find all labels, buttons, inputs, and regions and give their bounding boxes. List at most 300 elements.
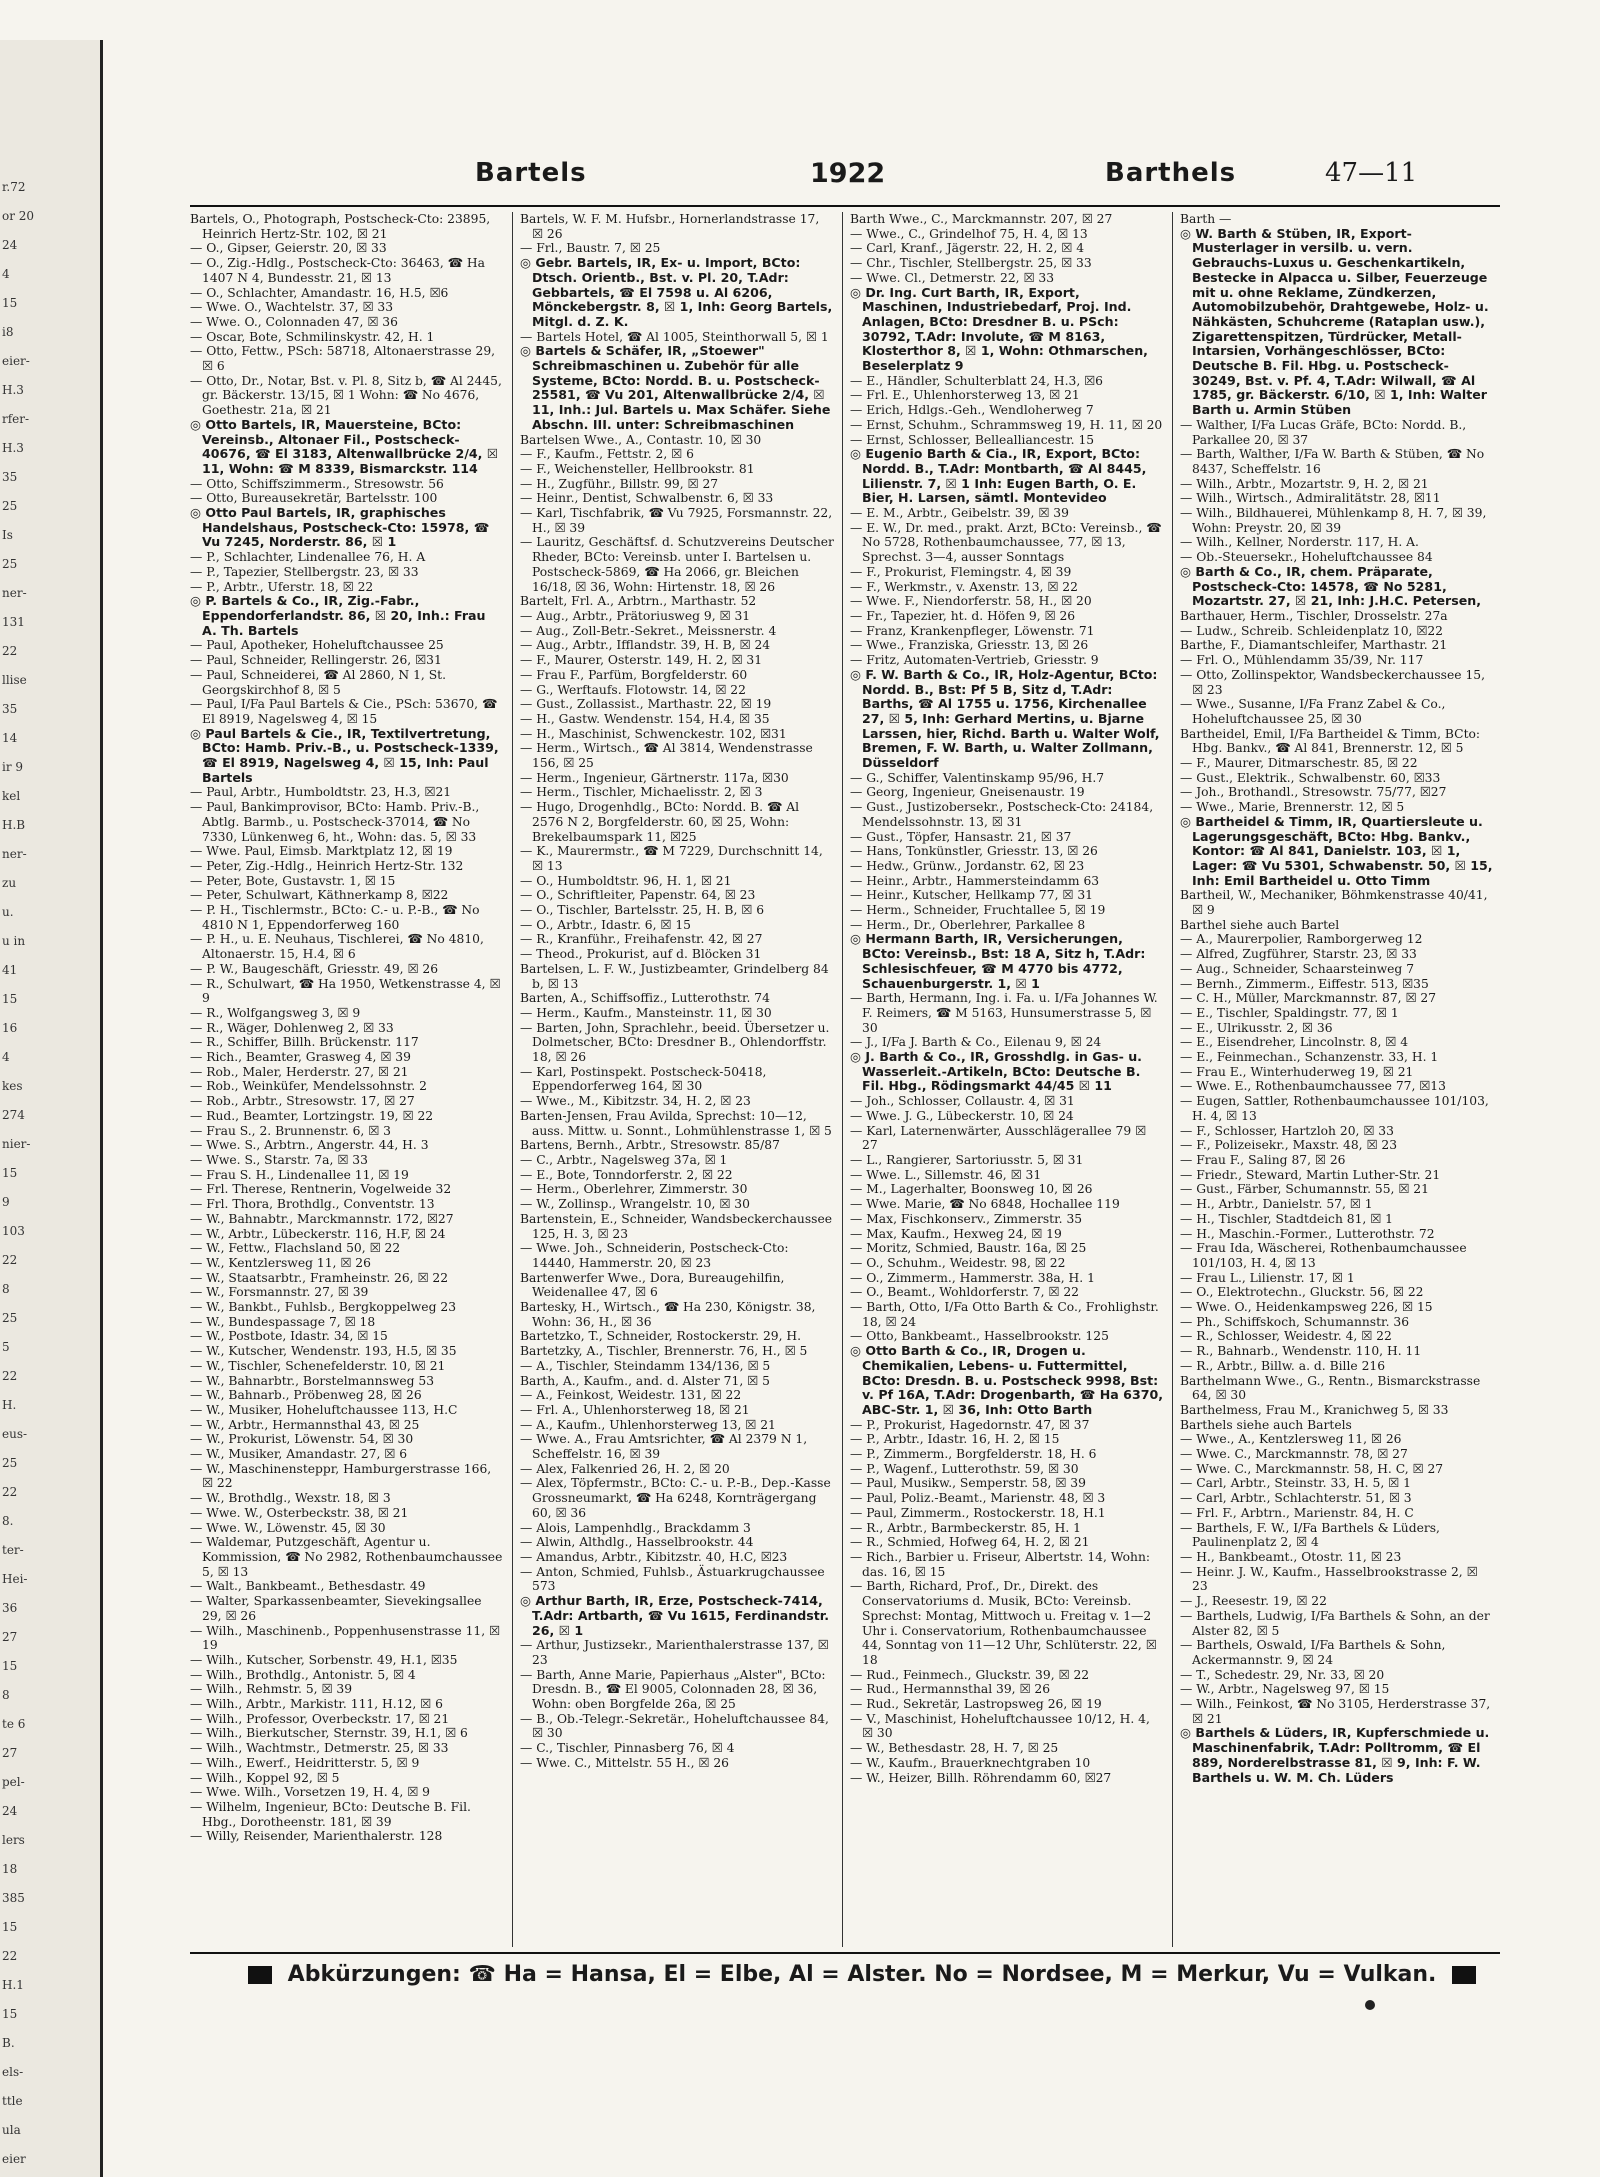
directory-entry: — Barthels, Ludwig, I/Fa Barthels & Sohn, an der Alster 82, ☒ 5: [1180, 1608, 1490, 1638]
directory-entry: — Frau L., Lilienstr. 17, ☒ 1: [1180, 1270, 1355, 1285]
running-head-left: Bartels: [475, 158, 587, 188]
margin-fragment: u.: [2, 905, 14, 919]
directory-entry: — Rud., Feinmech., Gluckstr. 39, ☒ 22: [850, 1667, 1090, 1682]
directory-entry: — Aug., Schneider, Schaarsteinweg 7: [1180, 961, 1415, 976]
margin-fragment: 25: [2, 557, 18, 571]
directory-entry: — Ph., Schiffskoch, Schumannstr. 36: [1180, 1314, 1410, 1329]
margin-fragment: 8.: [2, 1514, 14, 1528]
directory-entry: Barthauer, Herm., Tischler, Drosselstr. 27a: [1180, 608, 1448, 623]
column-2: [520, 212, 834, 1947]
directory-page: [190, 140, 1500, 2040]
directory-entry: — Rob., Maler, Herderstr. 27, ☒ 21: [190, 1064, 409, 1079]
margin-fragment: 24: [2, 1804, 18, 1818]
directory-entry: — O., Schriftleiter, Papenstr. 64, ☒ 23: [520, 888, 756, 903]
directory-entry: — E., Händler, Schulterblatt 24, H.3, ☒6: [850, 373, 1104, 388]
directory-entry: — Otto, Bureausekretär, Bartelsstr. 100: [190, 491, 438, 506]
margin-fragment: eus-: [2, 1427, 28, 1441]
margin-fragment: ttle: [2, 2094, 23, 2108]
directory-entry: — Joh., Brothandl., Stresowstr. 75/77, ☒27: [1180, 785, 1447, 800]
directory-entry: — F., Schlosser, Hartzloh 20, ☒ 33: [1180, 1123, 1394, 1138]
directory-entry: — Fritz, Automaten-Vertrieb, Griesstr. 9: [850, 653, 1099, 668]
directory-entry: ◎ P. Bartels & Co., IR, Zig.-Fabr., Eppendorferlandstr. 86, ☒ 20, Inh.: Frau A. Th. Bartels: [190, 593, 486, 638]
directory-entry: ◎ J. Barth & Co., IR, Grosshdlg. in Gas- u. Wasserleit.-Artikeln, BCto: Deutsche B. Fil. Hbg., Rödingsmarkt 44/45 ☒ 11: [850, 1049, 1142, 1094]
directory-entry: — Wilh., Ewerf., Heidritterstr. 5, ☒ 9: [190, 1755, 420, 1770]
directory-entry: — F., Maurer, Ditmarschestr. 85, ☒ 22: [1180, 756, 1418, 771]
margin-fragment: H.B: [2, 818, 26, 832]
margin-fragment: llise: [2, 673, 27, 687]
directory-entry: — W., Arbtr., Nagelsweg 97, ☒ 15: [1180, 1682, 1390, 1697]
directory-entry: — W., Prokurist, Löwenstr. 54, ☒ 30: [190, 1432, 414, 1447]
directory-entry: — Carl, Kranf., Jägerstr. 22, H. 2, ☒ 4: [850, 241, 1085, 256]
margin-fragment: 35: [2, 702, 18, 716]
directory-entry: — B., Ob.-Telegr.-Sekretär., Hoheluftchaussee 84, ☒ 30: [520, 1711, 829, 1741]
directory-entry: — O., Beamt., Wohldorferstr. 7, ☒ 22: [850, 1285, 1080, 1300]
directory-entry: — Wilh., Wachtmstr., Detmerstr. 25, ☒ 33: [190, 1741, 449, 1756]
column-1: [190, 212, 504, 1947]
directory-entry: — R., Arbtr., Billw. a. d. Bille 216: [1180, 1358, 1386, 1373]
directory-entry: — W., Bahnabtr., Marckmannstr. 172, ☒27: [190, 1211, 454, 1226]
directory-entry: Barthelmess, Frau M., Kranichweg 5, ☒ 33: [1180, 1402, 1449, 1417]
margin-fragment: 27: [2, 1630, 18, 1644]
directory-entry: — Frau Ida, Wäscherei, Rothenbaumchaussee 101/103, H. 4, ☒ 13: [1180, 1241, 1467, 1270]
margin-fragment: ula: [2, 2123, 21, 2137]
directory-entry: — Barthels, F. W., I/Fa Barthels & Lüders, Paulinenplatz 2, ☒ 4: [1180, 1520, 1440, 1550]
directory-entry: — Wilh., Arbtr., Markistr. 111, H.12, ☒ 6: [190, 1697, 443, 1712]
directory-entry: — P., Arbtr., Uferstr. 18, ☒ 22: [190, 579, 374, 594]
directory-entry: — Wwe., A., Kentzlersweg 11, ☒ 26: [1180, 1432, 1402, 1447]
directory-entry: — H., Zugführ., Billstr. 99, ☒ 27: [520, 476, 719, 491]
directory-entry: — W., Kentzlersweg 11, ☒ 26: [190, 1255, 371, 1270]
directory-entry: — C. H., Müller, Marckmannstr. 87, ☒ 27: [1180, 991, 1437, 1006]
directory-entry: — O., Humboldtstr. 96, H. 1, ☒ 21: [520, 873, 732, 888]
directory-entry: — Wilh., Kutscher, Sorbenstr. 49, H.1, ☒35: [190, 1652, 458, 1667]
directory-entry: — Rob., Weinküfer, Mendelssohnstr. 2: [190, 1079, 427, 1094]
directory-entry: — Rich., Beamter, Grasweg 4, ☒ 39: [190, 1050, 411, 1065]
directory-entry: — Otto, Zollinspektor, Wandsbeckerchaussee 15, ☒ 23: [1180, 667, 1486, 697]
column-divider: [512, 212, 513, 1947]
directory-entry: — Frl. Thora, Brothdlg., Conventstr. 13: [190, 1197, 435, 1212]
directory-entry: — K., Maurermstr., ☎ M 7229, Durchschnitt 14, ☒ 13: [520, 844, 823, 873]
directory-entry: — Aug., Arbtr., Prätoriusweg 9, ☒ 31: [520, 608, 751, 623]
directory-entry: — Herm., Ingenieur, Gärtnerstr. 117a, ☒30: [520, 770, 789, 785]
directory-entry: — Wwe. O., Colonnaden 47, ☒ 36: [190, 314, 398, 329]
margin-fragment: 9: [2, 1195, 10, 1209]
directory-entry: — Wwe. O., Wachtelstr. 37, ☒ 33: [190, 300, 394, 315]
directory-entry: ◎ Barthels & Lüders, IR, Kupferschmiede u. Maschinenfabrik, T.Adr: Polltromm, ☎ El 889, Norderelbstrasse 81, ☒ 9, Inh: F. W. Barthels u. W. M. Ch. Lüders: [1180, 1725, 1490, 1785]
directory-columns: [190, 212, 1500, 1947]
directory-entry: — W., Heizer, Billh. Röhrendamm 60, ☒27: [850, 1770, 1112, 1785]
directory-entry: Bartetzko, T., Schneider, Rostockerstr. 29, H.: [520, 1329, 802, 1344]
directory-entry: — Eugen, Sattler, Rothenbaumchaussee 101/103, H. 4, ☒ 13: [1180, 1094, 1489, 1123]
directory-entry: — Fr., Tapezier, ht. d. Höfen 9, ☒ 26: [850, 608, 1076, 623]
directory-entry: — H., Gastw. Wendenstr. 154, H.4, ☒ 35: [520, 711, 770, 726]
directory-entry: — Aug., Arbtr., Ifflandstr. 39, H. B, ☒ 24: [520, 638, 771, 653]
margin-fragment: 8: [2, 1688, 10, 1702]
directory-entry: — Wilh., Arbtr., Mozartstr. 9, H. 2, ☒ 21: [1180, 476, 1429, 491]
directory-entry: — Peter, Schulwart, Käthnerkamp 8, ☒22: [190, 888, 449, 903]
directory-entry: — Herm., Tischler, Michaelisstr. 2, ☒ 3: [520, 785, 763, 800]
directory-entry: — Karl, Postinspekt. Postscheck-50418, Eppendorferweg 164, ☒ 30: [520, 1064, 767, 1094]
directory-entry: — W., Arbtr., Lübeckerstr. 116, H.F, ☒ 24: [190, 1226, 446, 1241]
column-divider: [842, 212, 843, 1947]
margin-fragment: eier: [2, 2152, 26, 2166]
directory-entry: ◎ Bartheidel & Timm, IR, Quartiersleute u. Lagerungsgeschäft, BCto: Hbg. Bankv., Kontor: ☎ Al 841, Danielstr. 103, ☒ 1, Lager: ☎ Vu 5301, Schwabenstr. 50, ☒ 15, Inh: Emil Bartheidel u. Otto Timm: [1180, 813, 1493, 888]
directory-entry: — Herm., Dr., Oberlehrer, Parkallee 8: [850, 917, 1086, 932]
directory-entry: — Paul, I/Fa Paul Bartels & Cie., PSch: 53670, ☎ El 8919, Nagelsweg 4, ☒ 15: [190, 697, 498, 726]
directory-entry: — Frau F., Saling 87, ☒ 26: [1180, 1153, 1346, 1167]
directory-entry: — F., Werkmstr., v. Axenstr. 13, ☒ 22: [850, 579, 1078, 594]
margin-fragment: 22: [2, 1485, 18, 1499]
margin-fragment: 25: [2, 499, 18, 513]
margin-fragment: 15: [2, 2007, 18, 2021]
margin-fragment: H.1: [2, 1978, 24, 1992]
directory-entry: — H., Maschin.-Former., Lutterothstr. 72: [1180, 1226, 1435, 1241]
margin-fragment: 15: [2, 296, 18, 310]
directory-entry: — Walter, Sparkassenbeamter, Sievekingsallee 29, ☒ 26: [190, 1594, 482, 1623]
directory-entry: — Arthur, Justizsekr., Marienthalerstrasse 137, ☒ 23: [520, 1638, 829, 1667]
directory-entry: — F., Weichensteller, Hellbrookstr. 81: [520, 461, 755, 476]
margin-fragment: 4: [2, 267, 10, 281]
margin-fragment: 385: [2, 1891, 25, 1905]
directory-entry: Barten, A., Schiffsoffiz., Lutterothstr. 74: [520, 991, 770, 1006]
directory-entry: Bartelsen, L. F. W., Justizbeamter, Grindelberg 84 b, ☒ 13: [520, 961, 829, 991]
directory-entry: Bartels, W. F. M. Hufsbr., Hornerlandstrasse 17, ☒ 26: [520, 212, 820, 241]
directory-entry: — Hans, Tonkünstler, Griesstr. 13, ☒ 26: [850, 844, 1098, 859]
directory-entry: — Oscar, Bote, Schmilinskystr. 42, H. 1: [190, 329, 435, 344]
directory-entry: — E., Bote, Tonndorferstr. 2, ☒ 22: [520, 1167, 733, 1182]
directory-entry: — Otto, Dr., Notar, Bst. v. Pl. 8, Sitz b, ☎ Al 2445, gr. Bäckerstr. 13/15, ☒ 1 Wohn: ☎ No 4676, Goethestr. 21a, ☒ 21: [190, 373, 502, 418]
directory-entry: — W., Fettw., Flachsland 50, ☒ 22: [190, 1241, 401, 1256]
margin-fragment: eier-: [2, 354, 30, 368]
directory-entry: ◎ F. W. Barth & Co., IR, Holz-Agentur, BCto: Nordd. B., Bst: Pf 5 B, Sitz d, T.Adr: Barths, ☎ Al 1755 u. 1756, Kirchenallee 27, ☒ 5, Inh: Gerhard Mertins, u. Bjarne Larssen, hier, Richd. Barth u. Walter Wolf, Bremen, F. W. Barth, u. Walter Zollmann, Düsseldorf: [850, 666, 1160, 771]
directory-entry: — H., Arbtr., Danielstr. 57, ☒ 1: [1180, 1197, 1373, 1212]
directory-entry: — Wwe. E., Rothenbaumchaussee 77, ☒13: [1180, 1079, 1446, 1094]
directory-entry: — Wwe. A., Frau Amtsrichter, ☎ Al 2379 N 1, Scheffelstr. 16, ☒ 39: [520, 1432, 808, 1462]
directory-entry: — Barthels, Oswald, I/Fa Barthels & Sohn, Ackermannstr. 9, ☒ 24: [1180, 1638, 1446, 1667]
directory-entry: — Wilh., Maschinenb., Poppenhusenstrasse 11, ☒ 19: [190, 1623, 501, 1653]
directory-entry: — P., Arbtr., Idastr. 16, H. 2, ☒ 15: [850, 1432, 1060, 1447]
margin-fragment: 15: [2, 1659, 18, 1673]
directory-entry: — Paul, Musikw., Semperstr. 58, ☒ 39: [850, 1476, 1086, 1491]
directory-entry: — W., Maschinensteppr, Hamburgerstrasse 166, ☒ 22: [190, 1461, 492, 1491]
directory-entry: — Frl. Therese, Rentnerin, Vogelweide 32: [190, 1182, 452, 1197]
directory-entry: — Bartels Hotel, ☎ Al 1005, Steinthorwall 5, ☒ 1: [520, 329, 829, 344]
directory-entry: — Wwe. W., Löwenstr. 45, ☒ 30: [190, 1520, 386, 1535]
margin-fragment: 22: [2, 1369, 18, 1383]
directory-entry: — Wwe. C., Marckmannstr. 58, H. C, ☒ 27: [1180, 1461, 1444, 1476]
directory-entry: — Wwe., M., Kibitzstr. 34, H. 2, ☒ 23: [520, 1094, 751, 1109]
directory-entry: Bartenwerfer Wwe., Dora, Bureaugehilfin, Weidenallee 47, ☒ 6: [520, 1270, 785, 1300]
directory-entry: — Wilh., Brothdlg., Antonistr. 5, ☒ 4: [190, 1667, 416, 1682]
directory-entry: — Barth, Otto, I/Fa Otto Barth & Co., Frohlighstr. 18, ☒ 24: [850, 1300, 1159, 1329]
directory-entry: — P. W., Baugeschäft, Griesstr. 49, ☒ 26: [190, 961, 439, 976]
directory-entry: Barth Wwe., C., Marckmannstr. 207, ☒ 27: [850, 212, 1113, 226]
margin-fragment: 41: [2, 963, 18, 977]
directory-entry: — Frau S., 2. Brunnenstr. 6, ☒ 3: [190, 1123, 391, 1138]
directory-entry: ◎ Otto Bartels, IR, Mauersteine, BCto: Vereinsb., Altonaer Fil., Postscheck-40676, ☎ El 3183, Altenwallbrücke 2/4, ☒ 11, Wohn: ☎ M 8339, Bismarckstr. 114: [190, 416, 499, 476]
directory-entry: — Wwe. Wilh., Vorsetzen 19, H. 4, ☒ 9: [190, 1785, 430, 1800]
directory-entry: Barth —: [1180, 212, 1232, 226]
directory-entry: ◎ Barth & Co., IR, chem. Präparate, Postscheck-Cto: 14578, ☎ No 5281, Mozartstr. 27, ☒ 21, Inh: J.H.C. Petersen,: [1180, 563, 1481, 609]
directory-entry: — Wwe., Marie, Brennerstr. 12, ☒ 5: [1180, 800, 1405, 815]
page-header: [190, 158, 1500, 198]
directory-entry: — Wwe. L., Sillemstr. 46, ☒ 31: [850, 1167, 1042, 1182]
directory-entry: — H., Maschinist, Schwenckestr. 102, ☒31: [520, 726, 787, 741]
directory-entry: — W., Musiker, Hoheluftchaussee 113, H.C: [190, 1402, 458, 1417]
printer-mark-icon: [1452, 1966, 1476, 1984]
directory-entry: — Frl. E., Uhlenhorsterweg 13, ☒ 21: [850, 388, 1080, 403]
margin-fragment: 25: [2, 1311, 18, 1325]
directory-entry: — W., Musiker, Amandastr. 27, ☒ 6: [190, 1447, 408, 1462]
directory-entry: — Wilh., Rehmstr. 5, ☒ 39: [190, 1682, 353, 1697]
directory-entry: Barthels siehe auch Bartels: [1180, 1417, 1352, 1432]
directory-entry: — Paul, Apotheker, Hoheluftchaussee 25: [190, 638, 444, 653]
directory-entry: — Friedr., Steward, Martin Luther-Str. 21: [1180, 1167, 1441, 1182]
directory-entry: — Ernst, Schuhm., Schrammsweg 19, H. 11, ☒ 20: [850, 417, 1163, 432]
directory-entry: — Wwe., C., Grindelhof 75, H. 4, ☒ 13: [850, 226, 1088, 241]
directory-entry: — Paul, Poliz.-Beamt., Marienstr. 48, ☒ 3: [850, 1491, 1106, 1506]
directory-entry: — Wilh., Bierkutscher, Sternstr. 39, H.1, ☒ 6: [190, 1726, 468, 1741]
directory-entry: — F., Polizeisekr., Maxstr. 48, ☒ 23: [1180, 1138, 1398, 1153]
directory-entry: — O., Gipser, Geierstr. 20, ☒ 33: [190, 241, 387, 256]
directory-entry: — Franz, Krankenpfleger, Löwenstr. 71: [850, 623, 1095, 638]
ink-speck: [1365, 2000, 1375, 2010]
margin-fragment: 14: [2, 731, 18, 745]
margin-fragment: 8: [2, 1282, 10, 1296]
margin-fragment: kel: [2, 789, 21, 803]
directory-entry: — Chr., Tischler, Stellbergstr. 25, ☒ 33: [850, 256, 1092, 271]
margin-fragment: 18: [2, 1862, 18, 1876]
directory-entry: — Wwe. F., Niendorferstr. 58, H., ☒ 20: [850, 594, 1092, 609]
directory-entry: — Gust., Justizobersekr., Postscheck-Cto: 24184, Mendelssohnstr. 13, ☒ 31: [850, 800, 1154, 829]
directory-entry: — W., Tischler, Schenefelderstr. 10, ☒ 21: [190, 1358, 446, 1373]
margin-fragment: 24: [2, 238, 18, 252]
directory-entry: — Frl. A., Uhlenhorsterweg 18, ☒ 21: [520, 1402, 750, 1417]
directory-entry: — Heinr. J. W., Kaufm., Hasselbrookstrasse 2, ☒ 23: [1180, 1564, 1478, 1594]
directory-entry: Bartheidel, Emil, I/Fa Bartheidel & Timm, BCto: Hbg. Bankv., ☎ Al 841, Brennerstr. 12, ☒ 5: [1180, 726, 1481, 756]
directory-entry: — R., Bahnarb., Wendenstr. 110, H. 11: [1180, 1344, 1422, 1359]
directory-entry: — C., Tischler, Pinnasberg 76, ☒ 4: [520, 1741, 735, 1756]
directory-entry: — P. H., u. E. Neuhaus, Tischlerei, ☎ No 4810, Altonaerstr. 15, H.4, ☒ 6: [190, 932, 484, 962]
directory-entry: — Wilhelm, Ingenieur, BCto: Deutsche B. Fil. Hbg., Dorotheenstr. 181, ☒ 39: [190, 1799, 471, 1829]
directory-entry: Barten-Jensen, Frau Avilda, Sprechst: 10—12, auss. Mittw. u. Sonnt., Lohmühlenstrasse 1, ☒ 5: [520, 1108, 832, 1138]
directory-entry: — Paul, Zimmerm., Rostockerstr. 18, H.1: [850, 1505, 1106, 1520]
directory-entry: ◎ Otto Paul Bartels, IR, graphisches Handelshaus, Postscheck-Cto: 15978, ☎ Vu 7245, Norderstr. 86, ☒ 1: [190, 505, 490, 550]
directory-entry: — Peter, Zig.-Hdlg., Heinrich Hertz-Str. 132: [190, 858, 464, 873]
margin-fragment: 15: [2, 1166, 18, 1180]
directory-entry: — R., Schmied, Hofweg 64, H. 2, ☒ 21: [850, 1535, 1090, 1550]
margin-fragment: 22: [2, 644, 18, 658]
directory-entry: — Paul, Arbtr., Humboldtstr. 23, H.3, ☒21: [190, 785, 452, 800]
directory-entry: — O., Arbtr., Idastr. 6, ☒ 15: [520, 917, 691, 932]
directory-entry: ◎ Paul Bartels & Cie., IR, Textilvertretung, BCto: Hamb. Priv.-B., u. Postscheck-1339, ☎ El 8919, Nagelsweg 4, ☒ 15, Inh: Paul Bartels: [190, 725, 499, 785]
directory-entry: — Wwe. Marie, ☎ No 6848, Hochallee 119: [850, 1197, 1120, 1212]
column-4: [1180, 212, 1494, 1947]
directory-entry: — Paul, Bankimprovisor, BCto: Hamb. Priv.-B., Abtlg. Barmb., u. Postscheck-37014, ☎ No 7330, Lünkenweg 6, ht., Wohn: das. 5, ☒ 33: [190, 800, 480, 844]
directory-entry: — Hedw., Grünw., Jordanstr. 62, ☒ 23: [850, 858, 1085, 873]
directory-entry: — Frau F., Parfüm, Borgfelderstr. 60: [520, 667, 748, 682]
directory-entry: — Karl, Laternenwärter, Ausschlägerallee 79 ☒ 27: [850, 1123, 1147, 1153]
margin-fragment: ner-: [2, 847, 27, 861]
directory-entry: — O., Zimmerm., Hammerstr. 38a, H. 1: [850, 1270, 1095, 1285]
directory-entry: — P. H., Tischlermstr., BCto: C.- u. P.-B., ☎ No 4810 N 1, Eppendorferweg 160: [190, 903, 480, 932]
margin-fragment: 103: [2, 1224, 25, 1238]
directory-entry: — Walt., Bankbeamt., Bethesdastr. 49: [190, 1579, 426, 1594]
header-rule: [190, 205, 1500, 207]
directory-entry: — Frl., Baustr. 7, ☒ 25: [520, 241, 661, 256]
abbreviation-footer: [240, 1962, 1470, 1996]
margin-fragment: 274: [2, 1108, 25, 1122]
directory-entry: Bartenstein, E., Schneider, Wandsbeckerchaussee 125, H. 3, ☒ 23: [520, 1211, 833, 1241]
directory-entry: — G., Schiffer, Valentinskamp 95/96, H.7: [850, 770, 1105, 785]
directory-entry: — Rud., Sekretär, Lastropsweg 26, ☒ 19: [850, 1697, 1102, 1712]
directory-entry: — Carl, Arbtr., Schlachterstr. 51, ☒ 3: [1180, 1491, 1412, 1506]
directory-entry: — F., Prokurist, Flemingstr. 4, ☒ 39: [850, 564, 1072, 579]
directory-entry: Barth, A., Kaufm., and. d. Alster 71, ☒ 5: [520, 1373, 770, 1388]
directory-entry: — Willy, Reisender, Marienthalerstr. 128: [190, 1829, 443, 1844]
directory-entry: — Peter, Bote, Gustavstr. 1, ☒ 15: [190, 873, 396, 888]
margin-fragment: or 20: [2, 209, 35, 223]
directory-entry: — Heinr., Arbtr., Hammersteindamm 63: [850, 873, 1100, 888]
footer-label: Abkürzungen:: [287, 1962, 461, 1987]
margin-fragment: 4: [2, 1050, 10, 1064]
directory-entry: Bartelt, Frl. A., Arbtrn., Marthastr. 52: [520, 594, 757, 609]
margin-fragment: 27: [2, 1746, 18, 1760]
directory-entry: — Herm., Schneider, Fruchtallee 5, ☒ 19: [850, 903, 1106, 918]
directory-entry: — M., Lagerhalter, Boonsweg 10, ☒ 26: [850, 1182, 1093, 1197]
directory-entry: — Wwe. Cl., Detmerstr. 22, ☒ 33: [850, 270, 1055, 285]
directory-entry: — Gust., Zollassist., Marthastr. 22, ☒ 19: [520, 697, 772, 712]
directory-entry: — W., Bundespassage 7, ☒ 18: [190, 1314, 376, 1329]
directory-entry: — W., Kaufm., Brauerknechtgraben 10: [850, 1755, 1091, 1770]
directory-entry: — Alfred, Zugführer, Starstr. 23, ☒ 33: [1180, 947, 1417, 962]
directory-entry: — Erich, Hdlgs.-Geh., Wendloherweg 7: [850, 403, 1094, 418]
directory-entry: ◎ Eugenio Barth & Cia., IR, Export, BCto: Nordd. B., T.Adr: Montbarth, ☎ Al 8445, Lilienstr. 7, ☒ 1 Inh: Eugen Barth, O. E. Bier, H. Larsen, sämtl. Montevideo: [850, 446, 1147, 506]
directory-entry: — A., Maurerpolier, Ramborgerweg 12: [1180, 932, 1423, 947]
directory-entry: — Wwe. S., Arbtrn., Angerstr. 44, H. 3: [190, 1138, 429, 1153]
directory-entry: — Herm., Wirtsch., ☎ Al 3814, Wendenstrasse 156, ☒ 25: [520, 741, 813, 771]
margin-fragment: nier-: [2, 1137, 31, 1151]
margin-fragment: ter-: [2, 1543, 24, 1557]
margin-fragment: pel-: [2, 1775, 25, 1789]
directory-entry: Barthel siehe auch Bartel: [1180, 917, 1340, 932]
directory-entry: — P., Zimmerm., Borgfelderstr. 18, H. 6: [850, 1447, 1097, 1462]
directory-entry: — R., Wolfgangsweg 3, ☒ 9: [190, 1005, 361, 1020]
directory-entry: — Barth, Hermann, Ing. i. Fa. u. I/Fa Johannes W. F. Reimers, ☎ M 5163, Hunsumerstrasse 5, ☒ 30: [850, 991, 1158, 1035]
margin-fragment: te 6: [2, 1717, 26, 1731]
directory-entry: — P., Tapezier, Stellbergstr. 23, ☒ 33: [190, 564, 419, 579]
directory-entry: — E., Tischler, Spaldingstr. 77, ☒ 1: [1180, 1005, 1399, 1020]
column-3: [850, 212, 1164, 1947]
directory-entry: — W., Postbote, Idastr. 34, ☒ 15: [190, 1329, 388, 1344]
margin-fragment: H.3: [2, 441, 24, 455]
directory-entry: ◎ Hermann Barth, IR, Versicherungen, BCto: Vereinsb., Bst: 18 A, Sitz h, T.Adr: Schlesischfeuer, ☎ M 4770 bis 4772, Schauenburgerstr. 1, ☒ 1: [850, 931, 1146, 991]
directory-entry: — Paul, Schneider, Rellingerstr. 26, ☒31: [190, 653, 442, 668]
directory-entry: — Ob.-Steuersekr., Hoheluftchaussee 84: [1180, 550, 1433, 565]
margin-fragment: u in: [2, 934, 26, 948]
directory-entry: ◎ Dr. Ing. Curt Barth, IR, Export, Maschinen, Industriebedarf, Proj. Ind. Anlagen, BCto: Dresdner B. u. PSch: 30792, T.Adr: Involute, ☎ M 8163, Klosterthor 8, ☒ 1, Wohn: Othmarschen, Beselerplatz 9: [850, 284, 1148, 374]
margin-fragment: 16: [2, 1021, 18, 1035]
margin-fragment: Is: [2, 528, 13, 542]
directory-entry: — Barth, Anne Marie, Papierhaus „Alster", BCto: Dresdn. B., ☎ El 9005, Colonnaden 28, ☒ 36, Wohn: oben Borgfelde 26a, ☒ 25: [520, 1667, 826, 1712]
directory-entry: — Heinr., Dentist, Schwalbenstr. 6, ☒ 33: [520, 491, 774, 506]
directory-entry: Bartels, O., Photograph, Postscheck-Cto: 23895, Heinrich Hertz-Str. 102, ☒ 21: [190, 212, 491, 241]
directory-entry: — W., Kutscher, Wendenstr. 193, H.5, ☒ 35: [190, 1344, 457, 1359]
directory-entry: — Wwe. W., Osterbeckstr. 38, ☒ 21: [190, 1505, 409, 1520]
directory-entry: — Moritz, Schmied, Baustr. 16a, ☒ 25: [850, 1241, 1087, 1256]
margin-fragment: 15: [2, 992, 18, 1006]
directory-entry: — Frl. F., Arbtrn., Marienstr. 84, H. C: [1180, 1505, 1414, 1520]
directory-entry: — R., Wäger, Dohlenweg 2, ☒ 33: [190, 1020, 394, 1035]
directory-entry: — E. M., Arbtr., Geibelstr. 39, ☒ 39: [850, 506, 1069, 521]
directory-entry: — R., Schiffer, Billh. Brückenstr. 117: [190, 1035, 419, 1050]
adjacent-page-margin: [0, 40, 103, 2177]
directory-entry: — Ernst, Schlosser, Bellealliancestr. 15: [850, 432, 1095, 447]
directory-entry: — R., Arbtr., Barmbeckerstr. 85, H. 1: [850, 1520, 1081, 1535]
directory-entry: — Max, Kaufm., Hexweg 24, ☒ 19: [850, 1226, 1062, 1241]
directory-entry: — Anton, Schmied, Fuhlsb., Ästuarkrugchaussee 573: [520, 1564, 825, 1594]
directory-entry: — J., Reesestr. 19, ☒ 22: [1180, 1594, 1327, 1609]
directory-entry: — R., Schulwart, ☎ Ha 1950, Wetkenstrasse 4, ☒ 9: [190, 976, 501, 1006]
margin-fragment: 15: [2, 1920, 18, 1934]
margin-fragment: 22: [2, 1253, 18, 1267]
directory-entry: — Rob., Arbtr., Stresowstr. 17, ☒ 27: [190, 1094, 415, 1109]
directory-entry: — O., Elektrotechn., Gluckstr. 56, ☒ 22: [1180, 1285, 1424, 1300]
directory-entry: — E., Feinmechan., Schanzenstr. 33, H. 1: [1180, 1050, 1439, 1065]
margin-fragment: ir 9: [2, 760, 24, 774]
directory-entry: — Barth, Walther, I/Fa W. Barth & Stüben, ☎ No 8437, Scheffelstr. 16: [1180, 447, 1485, 476]
directory-entry: — P., Schlachter, Lindenallee 76, H. A: [190, 550, 426, 565]
directory-entry: Bartheil, W., Mechaniker, Böhmkenstrasse 40/41, ☒ 9: [1180, 888, 1488, 918]
directory-entry: — Rud., Hermannsthal 39, ☒ 26: [850, 1682, 1051, 1697]
directory-entry: — R., Kranführ., Freihafenstr. 42, ☒ 27: [520, 932, 763, 947]
directory-entry: — Paul, Schneiderei, ☎ Al 2860, N 1, St. Georgskirchhof 8, ☒ 5: [190, 667, 446, 697]
directory-entry: — R., Schlosser, Weidestr. 4, ☒ 22: [1180, 1329, 1392, 1344]
margin-fragment: els-: [2, 2065, 24, 2079]
directory-entry: — Barten, John, Sprachlehr., beeid. Übersetzer u. Dolmetscher, BCto: Dresdner B., Ohlendorffstr. 18, ☒ 26: [520, 1020, 830, 1065]
directory-entry: — Wwe. J. G., Lübeckerstr. 10, ☒ 24: [850, 1108, 1074, 1123]
directory-entry: — Carl, Arbtr., Steinstr. 33, H. 5, ☒ 1: [1180, 1476, 1411, 1491]
directory-entry: — Herm., Oberlehrer, Zimmerstr. 30: [520, 1182, 748, 1197]
directory-entry: — C., Arbtr., Nagelsweg 37a, ☒ 1: [520, 1153, 728, 1167]
directory-entry: — Karl, Tischfabrik, ☎ Vu 7925, Forsmannstr. 22, H., ☒ 39: [520, 506, 833, 535]
directory-entry: — W., Bahnarbtr., Borstelmannsweg 53: [190, 1373, 435, 1388]
directory-entry: Bartelsen Wwe., A., Contastr. 10, ☒ 30: [520, 432, 762, 447]
directory-entry: — A., Feinkost, Weidestr. 131, ☒ 22: [520, 1388, 742, 1403]
directory-entry: — A., Tischler, Steindamm 134/136, ☒ 5: [520, 1358, 771, 1373]
directory-entry: — L., Rangierer, Sartoriusstr. 5, ☒ 31: [850, 1153, 1084, 1167]
directory-entry: — Lauritz, Geschäftsf. d. Schutzvereins Deutscher Rheder, BCto: Vereinsb. unter I. Bartelsen u. Postscheck-5869, ☎ Ha 2066, gr. Bleichen 16/18, ☒ 36, Wohn: Hirtenstr. 18, ☒ 26: [520, 535, 834, 594]
footer-rule: [190, 1952, 1500, 1954]
directory-entry: — P., Prokurist, Hagedornstr. 47, ☒ 37: [850, 1417, 1090, 1432]
directory-entry: Bartens, Bernh., Arbtr., Stresowstr. 85/87: [520, 1138, 780, 1153]
margin-fragment: 36: [2, 1601, 18, 1615]
directory-entry: — Georg, Ingenieur, Gneisenaustr. 19: [850, 785, 1085, 800]
directory-entry: — Wilh., Professor, Overbeckstr. 17, ☒ 21: [190, 1711, 450, 1726]
directory-entry: — Wwe., Susanne, I/Fa Franz Zabel & Co., Hoheluftchaussee 25, ☒ 30: [1180, 697, 1446, 726]
directory-entry: — A., Kaufm., Uhlenhorsterweg 13, ☒ 21: [520, 1417, 776, 1432]
directory-entry: — O., Zig.-Hdlg., Postscheck-Cto: 36463, ☎ Ha 1407 N 4, Bundesstr. 21, ☒ 13: [190, 256, 485, 285]
directory-entry: — Wilh., Koppel 92, ☒ 5: [190, 1770, 340, 1785]
margin-fragment: 5: [2, 1340, 10, 1354]
directory-entry: — H., Bankbeamt., Otostr. 11, ☒ 23: [1180, 1549, 1402, 1564]
directory-entry: — O., Schuhm., Weidestr. 98, ☒ 22: [850, 1255, 1066, 1270]
directory-entry: — W., Bethesdastr. 28, H. 7, ☒ 25: [850, 1741, 1059, 1756]
margin-fragment: i8: [2, 325, 14, 339]
directory-entry: — F., Kaufm., Fettstr. 2, ☒ 6: [520, 447, 694, 462]
directory-entry: ◎ Arthur Barth, IR, Erze, Postscheck-7414, T.Adr: Artbarth, ☎ Vu 1615, Ferdinandstr. 26, ☒ 1: [520, 1593, 829, 1638]
margin-fragment: H.3: [2, 383, 24, 397]
